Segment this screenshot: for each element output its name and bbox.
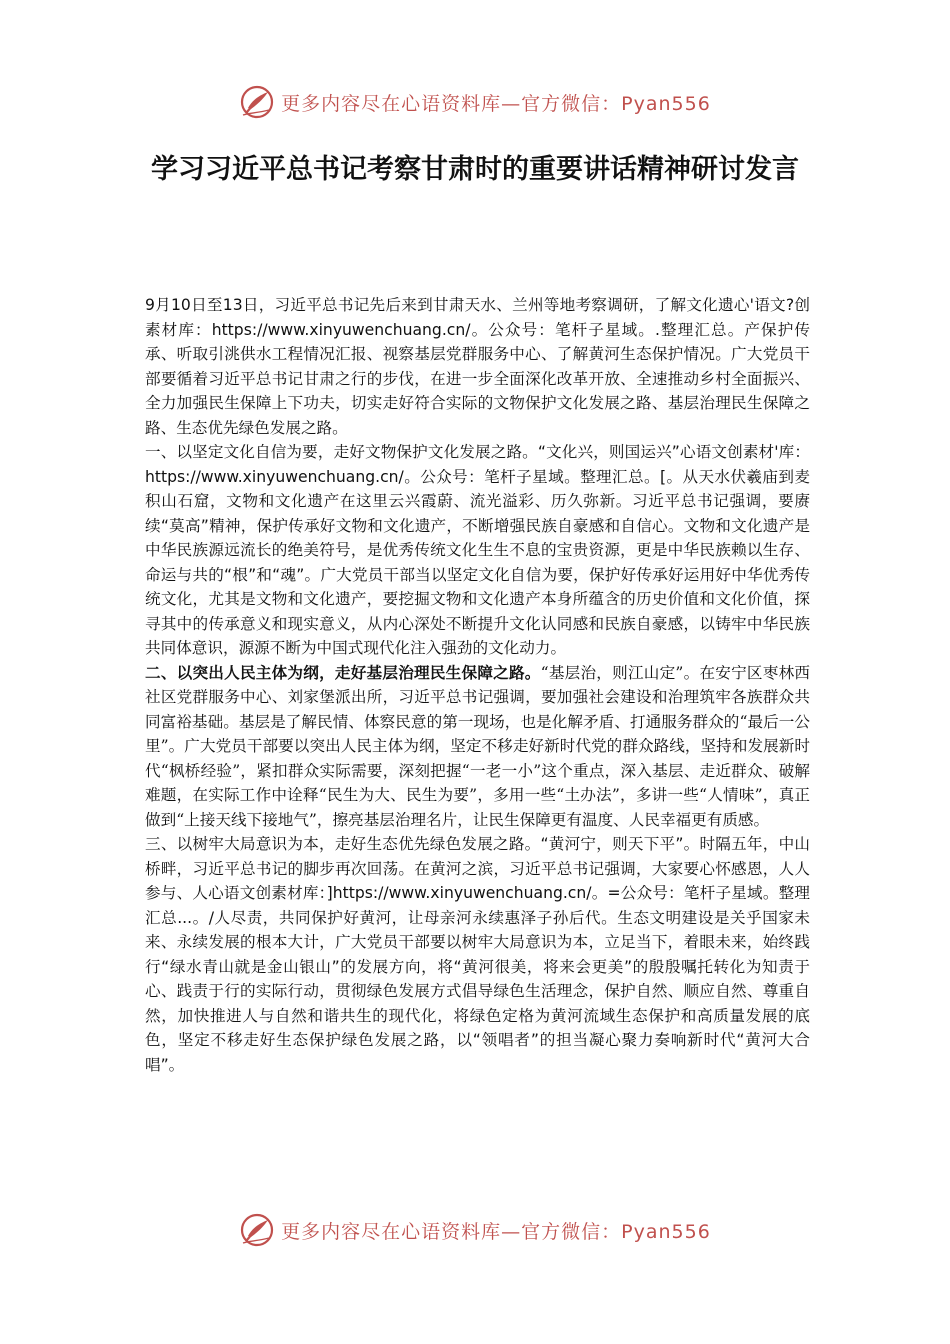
section-2-heading: 二、以突出人民主体为纲，走好基层治理民生保障之路。: [145, 663, 541, 682]
wechat-id: Pyan556: [621, 92, 711, 115]
section-1-paragraph: 一、以坚定文化自信为要，走好文物保护文化发展之路。“文化兴，则国运兴”心语文创素材'库：https://www.xinyuwenchuang.cn/。公众号：笔杆子星域。整理汇总。[。从天水伏羲庙到麦积山石窟，文物和文化遗产在这里云兴霞蔚、流光溢彩、历久弥新。习近平总书记强调，要赓续“莫高”精神，保护传承好文物和文化遗产，不断增强民族自豪感和自信心。文物和文化遗产是中华民族源远流长的绝美符号，是优秀传统文化生生不息的宝贵资源，更是中华民族赖以生存、命运与共的“根”和“魂”。广大党员干部当以坚定文化自信为要，保护好传承好运用好中华优秀传统文化，尤其是文物和文化遗产，要挖掘文物和文化遗产本身所蕴含的历史价值和文化价值，探寻其中的传承意义和现实意义，从内心深处不断提升文化认同感和民族自豪感，以铸牢中华民族共同体意识，源源不断为中国式现代化注入强劲的文化动力。: [145, 443, 810, 657]
pen-logo-icon: [239, 1212, 275, 1248]
section-2-text: “基层治，则江山定”。在安宁区枣林西社区党群服务中心、刘家堡派出所，习近平总书记强调，要加强社会建设和治理筑牢各族群众共同富裕基础。基层是了解民情、体察民意的第一现场，也是化解矛盾、打通服务群众的“最后一公里”。广大党员干部要以突出人民主体为纲，坚定不移走好新时代党的群众路线，坚持和发展新时代“枫桥经验”，紧扣群众实际需要，深刻把握“一老一小”这个重点，深入基层、走近群众、破解难题，在实际工作中诠释“民生为大、民生为要”，多用一些“土办法”，多讲一些“人情味”，真正做到“上接天线下接地气”，擦亮基层治理名片，让民生保障更有温度、人民幸福更有质感。: [145, 663, 810, 829]
banner-text: 更多内容尽在心语资料库—官方微信：Pyan556: [281, 92, 711, 115]
header-banner: [0, 82, 950, 122]
intro-paragraph: 9月10日至13日，习近平总书记先后来到甘肃天水、兰州等地考察调研，了解文化遗心'语文?创素材库：https://www.xinyuwenchuang.cn/。公众号：笔杆子星域。.整理汇总。产保护传承、听取引洮供水工程情况汇报、视察基层党群服务中心、了解黄河生态保护情况。广大党员干部要循着习近平总书记甘肃之行的步伐，在进一步全面深化改革开放、全速推动乡村全面振兴、全力加强民生保障上下功夫，切实走好符合实际的文物保护文化发展之路、基层治理民生保障之路、生态优先绿色发展之路。: [145, 296, 810, 437]
section-3-paragraph: 三、以树牢大局意识为本，走好生态优先绿色发展之路。“黄河宁，则天下平”。时隔五年，中山桥畔，习近平总书记的脚步再次回荡。在黄河之滨，习近平总书记强调，大家要心怀感恩，人人参与、人心语文创素材库：]https://www.xinyuwenchuang.cn/。=公众号：笔杆子星域。整理汇总...。/人尽责，共同保护好黄河，让母亲河永续惠泽子孙后代。生态文明建设是关乎国家未来、永续发展的根本大计，广大党员干部要以树牢大局意识为本，立足当下，着眼未来，始终践行“绿水青山就是金山银山”的发展方向，将“黄河很美，将来会更美”的殷殷嘱托转化为知责于心、践责于行的实际行动，贯彻绿色发展方式倡导绿色生活理念，保护自然、顺应自然、尊重自然，加快推进人与自然和谐共生的现代化，将绿色定格为黄河流域生态保护和高质量发展的底色，坚定不移走好生态保护绿色发展之路，以“领唱者”的担当凝心聚力奏响新时代“黄河大合唱”。: [145, 835, 810, 1074]
document-body: [145, 293, 810, 1077]
footer-banner: [0, 1210, 950, 1250]
banner-text: 更多内容尽在心语资料库—官方微信：Pyan556: [281, 1220, 711, 1243]
document-title: 学习习近平总书记考察甘肃时的重要讲话精神研讨发言: [151, 154, 799, 185]
pen-logo-icon: [239, 84, 275, 120]
section-2-paragraph: [145, 661, 810, 833]
wechat-id: Pyan556: [621, 1220, 711, 1243]
